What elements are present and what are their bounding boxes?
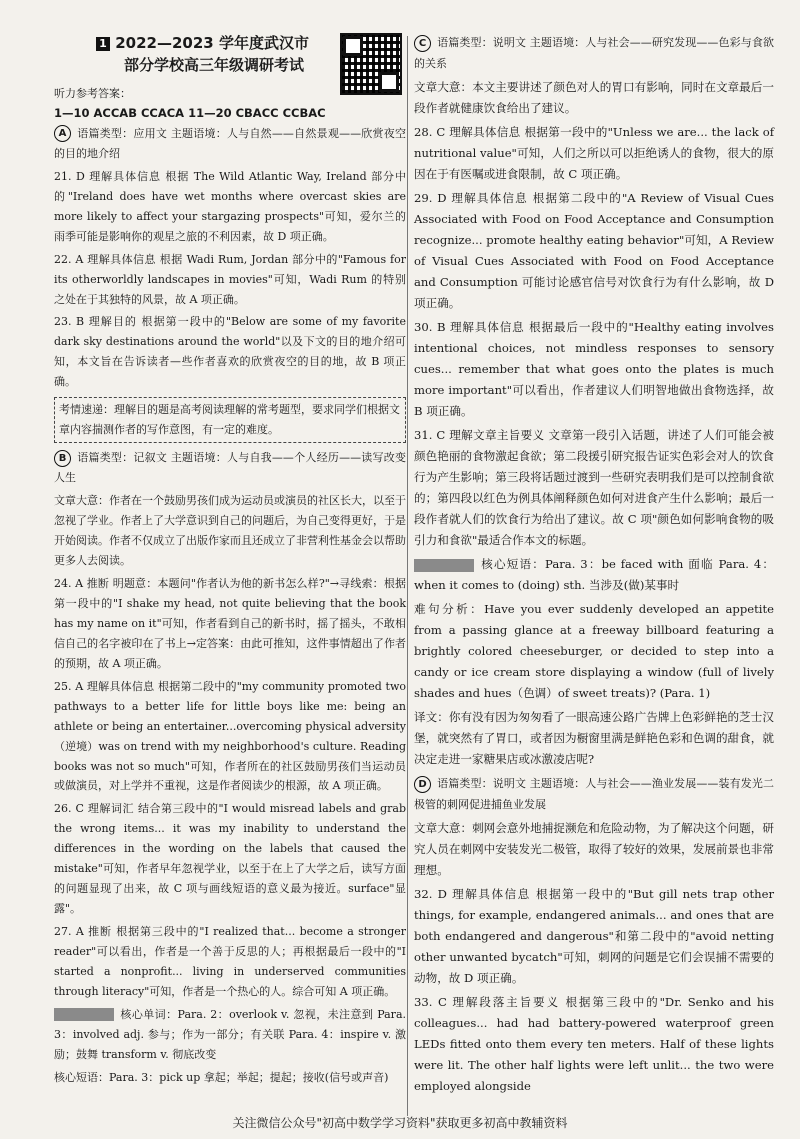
left-column-body [54, 124, 406, 1091]
answer-paragraph: 26. C 理解词汇 结合第三段中的"I would misread labels and grab the wrong items... it was my inability to understand the differences in the wording on the labels that caused the mistake"可知，作者早年忽视学业，以至于在上了大学之后，读写方面的问题显现了出来，故 C 项与画线短语的意义最为接近。surface"显露"。 [54, 802, 406, 916]
section-letter-badge: D [414, 776, 431, 793]
passage-section-c [414, 32, 774, 74]
section-meta: 语篇类型：记叙文 主题语境：人与自我——个人经历——读写改变人生 [54, 451, 406, 485]
section-letter-badge: B [54, 450, 71, 467]
answer-paragraph: 30. B 理解具体信息 根据最后一段中的"Healthy eating involves intentional choices, not mindless responses to sensory cues... remember that what goes onto the plates is much more important"可以看出，作者建议人们明智地做出食物选择，故 B 项正确。 [414, 320, 774, 418]
exam-title-line2: 部分学校高三年级调研考试 [124, 56, 305, 74]
answer-paragraph: 22. A 理解具体信息 根据 Wadi Rum, Jordan 部分中的"Famous for its otherworldly landscapes in movies"可知，Wadi Rum 的特别之处在于其独特的风景，故 A 项正确。 [54, 252, 406, 306]
answer-paragraph: 27. A 推断 根据第三段中的"I realized that... become a stronger reader"可以看出，作者是一个善于反思的人；再根据最后一段中的"I started a nonprofit... living in underserved communities through literacy"可知，作者是一个热心的人。综合可知 A 项正确。 [54, 925, 406, 998]
answer-paragraph: 文章大意：本文主要讲述了颜色对人的胃口有影响，同时在文章最后一段作者就健康饮食给出了建议。 [414, 80, 774, 115]
exam-title-line1: 2022—2023 学年度武汉市 [115, 34, 309, 52]
page-footer: 关注微信公众号"初高中数学学习资料"获取更多初高中教辅资料 [232, 1116, 568, 1130]
listening-label: 听力参考答案： [54, 87, 131, 100]
vocab-text: 核心单词：Para. 2：overlook v. 忽视，未注意到 Para. 3：involved adj. 参与；作为一部分；有关联 Para. 4：inspire v. 激励；鼓舞 transform v. 彻底改变 [54, 1007, 406, 1061]
answer-paragraph: 31. C 理解文章主旨要义 文章第一段引入话题，讲述了人们可能会被颜色艳丽的食物激起食欲；第二段援引研究报告证实色彩会对人的饮食行为产生影响；第三段将话题过渡到一些研究表明我们是可以控制食欲的；第四段以红色为例具体阐释颜色如何对进食产生什么影响；最后一段作者就人们的饮食行为给出了建议。故 C 项"颜色如何影响食物的吸引力和食欲"最适合作本文的标题。 [414, 428, 774, 547]
section-letter-badge: C [414, 35, 431, 52]
right-column-body [414, 32, 774, 1100]
exam-tip-box: 考情速递：理解目的题是高考阅读理解的常考题型，要求同学们根据文章内容揣测作者的写作意图，有一定的难度。 [54, 397, 406, 443]
passage-section-b [54, 448, 406, 488]
answer-paragraph: 33. C 理解段落主旨要义 根据第三段中的"Dr. Senko and his colleagues... had had battery-powered waterproof green LEDs fitted onto them every ten meters. Half of these lights were lit. The other half lights were left unlit... the two were employed alongside [414, 995, 774, 1093]
section-letter-badge: A [54, 125, 71, 142]
section-meta: 语篇类型：应用文 主题语境：人与自然——自然景观——欣赏夜空的目的地介绍 [54, 126, 406, 160]
section-meta: 语篇类型：说明文 主题语境：人与社会——研究发现——色彩与食欲的关系 [414, 36, 774, 70]
answer-paragraph: 28. C 理解具体信息 根据第一段中的"Unless we are... the lack of nutritional value"可知，人们之所以可以拒绝诱人的食物，很大的原因在于有医嘱或进食限制，故 C 项正确。 [414, 125, 774, 181]
answer-paragraph: 32. D 理解具体信息 根据第一段中的"But gill nets trap other things, for example, endangered animals... and ones that are both endangered and dangerous"和第二段中的"avoid netting other unwanted bycatch"可知，刺网的问题是它们会误捕不需要的动物，故 D 项正确。 [414, 887, 774, 985]
vocab-tag-icon [54, 1008, 114, 1021]
answer-paragraph: 23. B 理解目的 根据第一段中的"Below are some of my favorite dark sky destinations around the world"以及下文的目的地介绍可知，本文旨在告诉读者—些作者喜欢的欣赏夜空的目的地，故 B 项正确。 [54, 315, 406, 389]
section-number-badge: 1 [96, 37, 110, 51]
answer-paragraph: 译文：你有没有因为匆匆看了一眼高速公路广告牌上色彩鲜艳的芝士汉堡，就突然有了胃口，或者因为橱窗里满是鲜艳色彩和色调的甜食，就决定走进一家糖果店或冰激凌店呢? [414, 710, 774, 766]
section-meta: 语篇类型：说明文 主题语境：人与社会——渔业发展——装有发光二极管的刺网促进捕鱼业发展 [414, 777, 774, 811]
listening-answers: 1—10 ACCAB CCACA 11—20 CBACC CCBAC [54, 105, 326, 120]
answer-paragraph: 21. D 理解具体信息 根据 The Wild Atlantic Way, Ireland 部分中的"Ireland does have wet months where overcast skies are more likely to affect your stargazing prospects"可知，爱尔兰的雨季可能是影响你的观星之旅的不利因素，故 D 项正确。 [54, 169, 406, 243]
answer-paragraph: 文章大意：作者在一个鼓励男孩们成为运动员或演员的社区长大，以至于忽视了学业。作者上了大学意识到自己的问题后，为自己变得更好，于是开始阅读。作者不仅成立了出版作家而且还成立了非营利性基金会以帮助更多人去阅读。 [54, 494, 406, 567]
vocabulary-note [414, 554, 774, 596]
answer-paragraph: 文章大意：刺网会意外地捕捉濒危和危险动物，为了解决这个问题，研究人员在刺网中安装发光二极管，取得了较好的效果，发展前景也非常理想。 [414, 821, 774, 877]
answer-paragraph: 29. D 理解具体信息 根据第二段中的"A Review of Visual Cues Associated with Food on Food Acceptance and Consumption recognize... promote healthy eating behavior"可知，A Review of Visual Cues Associated with Food on Food Acceptance and Consumption 可能讨论感官信号对饮食行为有什么影响，故 D 项正确。 [414, 191, 774, 310]
right-column [414, 32, 774, 1100]
vocabulary-note [54, 1005, 406, 1065]
passage-section-d [414, 773, 774, 815]
left-column [54, 84, 406, 1091]
answer-paragraph: 难句分析：Have you ever suddenly developed an appetite from a passing glance at a freeway billboard featuring a brightly colored cheeseburger, or decided to step into a candy or ice cream store displaying a window (full of lively shades and hues（色调）of sweet treats)? (Para. 1) [414, 602, 774, 700]
answer-paragraph: 25. A 理解具体信息 根据第二段中的"my community promoted two pathways to a better life for little boys like me: being an athlete or being an entertainer...overcoming physical adversity（逆境）was on trend with my neighborhood's culture. Reading books was not so much"可知，作者所在的社区鼓励男孩们当运动员或做演员，对上学并不重视，这是作者阅读少的根源，故 A 项正确。 [54, 679, 406, 793]
passage-section-a [54, 124, 406, 164]
answer-paragraph: 24. A 推断 明题意：本题问"作者认为他的新书怎么样?"→寻线索：根据第一段中的"I shake my head, not quite believing that the book has my name on it"可知，作者看到自己的新书时，摇了摇头，不敢相信自己的名字被印在了书上→定答案：由此可推知，这件事情超出了作者的预期，故 A 项正确。 [54, 576, 406, 670]
vocab-tag-icon [414, 559, 474, 572]
column-divider [407, 36, 408, 1116]
vocab-text: 核心短语：Para. 3：be faced with 面临 Para. 4：when it comes to (doing) sth. 当涉及(做)某事时 [414, 557, 774, 592]
answer-paragraph: 核心短语：Para. 3：pick up 拿起；举起；提起；接收(信号或声音) [54, 1070, 389, 1084]
